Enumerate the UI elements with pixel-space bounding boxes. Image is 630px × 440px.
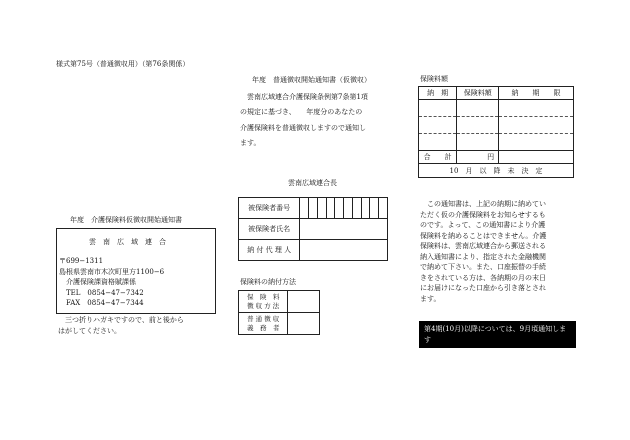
total-yen: 円 [457,151,499,164]
obligor-label: 普 通 徴 収 義 務 者 [239,313,288,335]
address-line: FAX 0854−47−7344 [59,299,144,307]
col-header-term: 納 期 [419,87,457,100]
address-line: 介護保険課資格賦課係 [59,278,136,286]
insured-name-field[interactable] [300,219,388,240]
amount-cell [457,117,499,134]
term-cell [419,134,457,151]
total-blank [499,151,574,164]
digit-cell[interactable] [361,198,370,219]
address-line: TEL 0854−47−7342 [59,288,144,297]
notice-black-box: 第4期(10月)以降については、9月頃通知します [419,321,576,348]
term-cell [419,117,457,134]
digit-cell[interactable] [335,198,344,219]
explanation-line: 保険料を納めることはできません。介護 [420,231,547,240]
peel-note-line: はがしてください。 [58,326,121,335]
peel-note [58,315,184,336]
insured-table [238,197,388,261]
insured-number-label: 被保険者番号 [239,198,300,219]
signer: 雲南広域連合長 [288,179,337,187]
insured-name-label: 被保険者氏名 [239,219,300,240]
obligor-value[interactable] [288,313,320,335]
mailer-title: 年度 介護保険料仮徴収開始通知書 [70,216,182,224]
peel-note-line: 三つ折りハガキですので、前と後から [58,316,184,324]
premium-footer: 10 月 以 降 未 決 定 [419,164,574,178]
notice-body-line: 雲南広域連合介護保険条例第7条第1項 [240,93,368,101]
col-header-amount: 保険料額 [457,87,499,100]
address-line: 〒699−1311 [59,257,104,265]
collection-method-label: 保 険 料 徴 収 方 法 [239,291,288,313]
explanation-line: にお届けになった口座から引き落とされ [420,284,546,292]
amount-cell [457,100,499,117]
digit-cell[interactable] [317,198,326,219]
sender-name: 雲 南 広 域 連 合 [89,238,166,246]
explanation [420,199,546,304]
explanation-line: きをされている方は、各納期の月の末日 [420,273,546,282]
explanation-line: ます。 [420,294,441,303]
premium-table [418,86,574,178]
digit-cell[interactable] [379,198,388,219]
address-line: 島根県雲南市木次町里方1100−6 [59,267,165,276]
digit-cell[interactable] [326,198,335,219]
notice-title: 年度 普通徴収開始通知書（仮徴収） [252,76,371,84]
notice-body-line: ます。 [240,139,261,148]
form-code: 様式第75号（普通徴収用）（第76条関係） [56,60,190,68]
total-label: 合 計 [419,151,457,164]
amount-cell [457,134,499,151]
explanation-line: のです。よって、この通知書により介護 [420,221,546,229]
explanation-line: 納入通知書により、指定された金融機関 [420,252,546,261]
explanation-line: この通知書は、上記の納期に納めてい [420,200,546,208]
payment-method-table [238,290,320,335]
notice-body [240,90,368,152]
notice-body-line: 介護保険料を普通徴収しますので通知し [240,123,366,132]
col-header-deadline: 納 期 限 [499,87,574,100]
sender-box [56,228,216,314]
agent-field[interactable] [300,240,388,261]
premium-heading: 保険料額 [420,75,448,83]
deadline-cell [499,100,574,117]
collection-method-value[interactable] [288,291,320,313]
deadline-cell [499,117,574,134]
payment-method-heading: 保険料の納付方法 [240,278,296,286]
digit-cell[interactable] [309,198,318,219]
explanation-line: 保険料は、雲南広域連合から郵送される [420,242,546,250]
agent-label: 納 付 代 理 人 [239,240,300,261]
digit-cell[interactable] [370,198,379,219]
explanation-line: で納めて下さい。また、口座振替の手続 [420,263,546,271]
notice-body-line: の規定に基づき、 年度分のあなたの [240,108,363,117]
sender-address [59,256,164,309]
explanation-line: ただく仮の介護保険料をお知らせするも [420,210,546,219]
term-cell [419,100,457,117]
digit-cell[interactable] [352,198,361,219]
deadline-cell [499,134,574,151]
digit-cell[interactable] [300,198,309,219]
digit-cell[interactable] [344,198,353,219]
